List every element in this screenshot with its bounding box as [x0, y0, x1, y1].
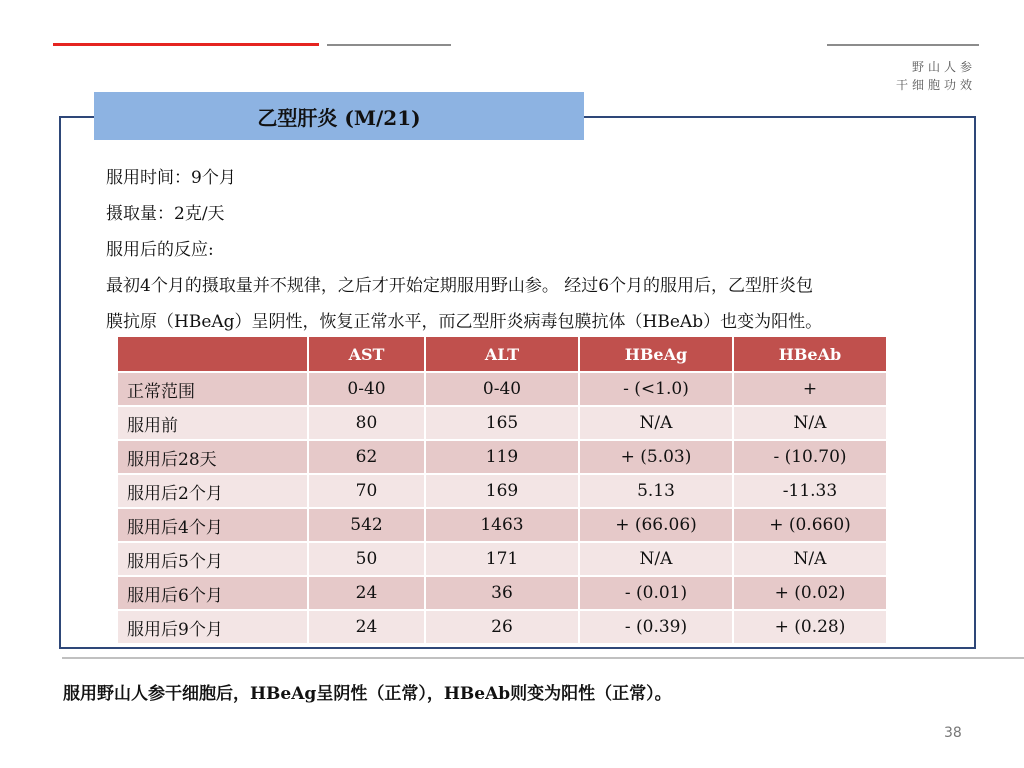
value-cell: + (5.03) [579, 440, 733, 474]
value-cell: 1463 [425, 508, 579, 542]
table-row [117, 542, 887, 576]
value-cell: -11.33 [733, 474, 887, 508]
table-row [117, 372, 887, 406]
value-cell: N/A [733, 406, 887, 440]
value-cell: 5.13 [579, 474, 733, 508]
value-cell: 171 [425, 542, 579, 576]
table-row [117, 474, 887, 508]
row-label-cell: 服用后2个月 [117, 474, 308, 508]
paragraph: 摄取量：2克/天 [106, 204, 225, 224]
row-label-cell: 服用后5个月 [117, 542, 308, 576]
table-row [117, 508, 887, 542]
value-cell: 50 [308, 542, 425, 576]
value-cell: - (0.39) [579, 610, 733, 644]
table-row [117, 440, 887, 474]
paragraph: 膜抗原（HBeAg）呈阴性，恢复正常水平，而乙型肝炎病毒包膜抗体（HBeAb）也变为阳性。 [106, 312, 823, 332]
table-row [117, 406, 887, 440]
footer-divider [62, 657, 1024, 659]
table-body [117, 372, 887, 644]
value-cell: - (0.01) [579, 576, 733, 610]
header-cell [117, 336, 308, 372]
row-label-cell: 服用后28天 [117, 440, 308, 474]
value-cell: N/A [579, 542, 733, 576]
value-cell: N/A [733, 542, 887, 576]
value-cell: 165 [425, 406, 579, 440]
value-cell: 0-40 [308, 372, 425, 406]
value-cell: + (0.28) [733, 610, 887, 644]
row-label-cell: 正常范围 [117, 372, 308, 406]
value-cell: 26 [425, 610, 579, 644]
brand-label [896, 58, 976, 94]
row-label-cell: 服用前 [117, 406, 308, 440]
value-cell: + [733, 372, 887, 406]
value-cell: N/A [579, 406, 733, 440]
header-cell: AST [308, 336, 425, 372]
conclusion-text: 服用野山人参干细胞后，HBeAg呈阴性（正常），HBeAb则变为阳性（正常）。 [63, 684, 672, 704]
value-cell: + (0.660) [733, 508, 887, 542]
row-label-cell: 服用后9个月 [117, 610, 308, 644]
slide-title: 乙型肝炎 (M/21) [94, 92, 584, 140]
value-cell: 169 [425, 474, 579, 508]
value-cell: 80 [308, 406, 425, 440]
value-cell: + (66.06) [579, 508, 733, 542]
paragraph: 最初4个月的摄取量并不规律，之后才开始定期服用野山参。 经过6个月的服用后，乙型肝炎包 [106, 276, 814, 296]
value-cell: 0-40 [425, 372, 579, 406]
table-row [117, 576, 887, 610]
paragraph: 服用后的反应: [106, 240, 214, 260]
value-cell: 70 [308, 474, 425, 508]
row-label-cell: 服用后4个月 [117, 508, 308, 542]
header-divider-right [827, 44, 979, 46]
page-number: 38 [944, 725, 962, 741]
value-cell: + (0.02) [733, 576, 887, 610]
value-cell: - (<1.0) [579, 372, 733, 406]
results-table [116, 335, 888, 645]
paragraph: 服用时间：9个月 [106, 168, 236, 188]
value-cell: 36 [425, 576, 579, 610]
description-text [106, 160, 956, 340]
brand-line-2: 干细胞功效 [895, 78, 976, 92]
value-cell: 62 [308, 440, 425, 474]
header-cell: HBeAb [733, 336, 887, 372]
value-cell: 24 [308, 610, 425, 644]
table-header-row [117, 336, 887, 372]
header-cell: ALT [425, 336, 579, 372]
value-cell: 542 [308, 508, 425, 542]
header-accent-line [53, 43, 319, 46]
value-cell: 24 [308, 576, 425, 610]
value-cell: 119 [425, 440, 579, 474]
table-row [117, 610, 887, 644]
header-cell: HBeAg [579, 336, 733, 372]
value-cell: - (10.70) [733, 440, 887, 474]
brand-line-1: 野山人参 [911, 60, 976, 74]
row-label-cell: 服用后6个月 [117, 576, 308, 610]
header-divider-left [327, 44, 451, 46]
